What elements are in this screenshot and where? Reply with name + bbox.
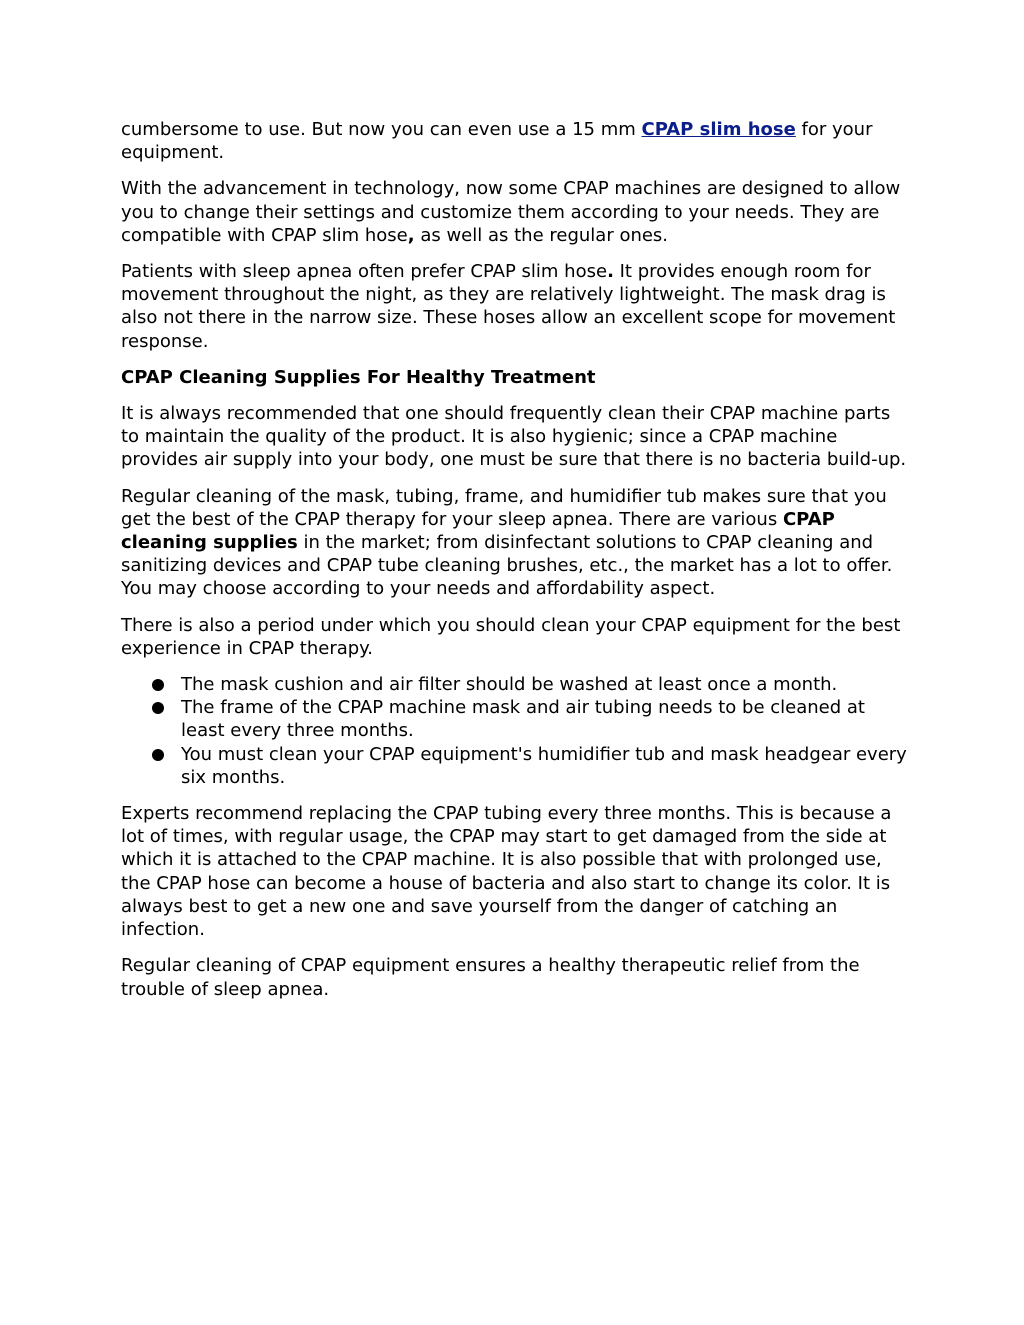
text-span: as well as the regular ones. (414, 224, 669, 246)
bold-period: . (607, 261, 614, 283)
list-item (121, 673, 911, 696)
list-item (121, 743, 911, 789)
bullet-icon (152, 702, 164, 714)
list-item-text: The mask cushion and air filter should be washed at least once a month. (181, 674, 838, 696)
paragraph-patients (121, 260, 911, 353)
text-span: cumbersome to use. But now you can even use a 15 mm (121, 119, 642, 140)
bullet-icon (152, 749, 164, 761)
list-item (121, 696, 911, 742)
text-span: in the market; from disinfectant solutions to CPAP cleaning and sanitizing devices and CPAP tube cleaning brushes, etc., the market has a lot to offer. You may choose according to your needs and affordability aspect. (121, 532, 893, 600)
text-span: for your equipment. (121, 119, 873, 164)
paragraph-regular-cleaning (121, 485, 911, 601)
list-item-text: The frame of the CPAP machine mask and air tubing needs to be cleaned at least every three months. (181, 697, 865, 742)
section-heading: CPAP Cleaning Supplies For Healthy Treatment (121, 366, 596, 388)
list-item-text: You must clean your CPAP equipment's humidifier tub and mask headgear every six months. (181, 743, 907, 788)
bullet-icon (152, 679, 164, 691)
bold-cleaning-supplies: CPAP cleaning supplies (121, 508, 835, 554)
cpap-slim-hose-link[interactable]: CPAP slim hose (641, 119, 796, 140)
cleaning-schedule-list (121, 673, 911, 789)
document-page (121, 118, 911, 1014)
paragraph-conclusion: Regular cleaning of CPAP equipment ensures a healthy therapeutic relief from the trouble of sleep apnea. (121, 955, 860, 1000)
bold-comma: , (407, 224, 415, 246)
paragraph-slim-hose-intro (121, 118, 911, 164)
text-span: It provides enough room for movement throughout the night, as they are relatively lightweight. The mask drag is also not there in the narrow size. These hoses allow an excellent scope for movement response. (121, 261, 896, 352)
text-span: Regular cleaning of the mask, tubing, frame, and humidifier tub makes sure that you get the best of the CPAP therapy for your sleep apnea. There are various (121, 485, 887, 530)
paragraph-period: There is also a period under which you should clean your CPAP equipment for the best experience in CPAP therapy. (121, 614, 901, 659)
paragraph-experts: Experts recommend replacing the CPAP tubing every three months. This is because a lot of times, with regular usage, the CPAP may start to get damaged from the side at which it is attached to the CPAP machine. It is also possible that with prolonged use, the CPAP hose can become a house of bacteria and also start to change its color. It is always best to get a new one and save yourself from the danger of catching an infection. (121, 803, 892, 941)
text-span: With the advancement in technology, now some CPAP machines are designed to allow you to change their settings and customize them according to your needs. They are compatible with CPAP slim hose (121, 178, 901, 246)
paragraph-recommended: It is always recommended that one should frequently clean their CPAP machine parts to maintain the quality of the product. It is also hygienic; since a CPAP machine provides air supply into your body, one must be sure that there is no bacteria build-up. (121, 403, 907, 471)
paragraph-technology (121, 177, 911, 247)
text-span: Patients with sleep apnea often prefer CPAP slim hose (121, 261, 608, 283)
